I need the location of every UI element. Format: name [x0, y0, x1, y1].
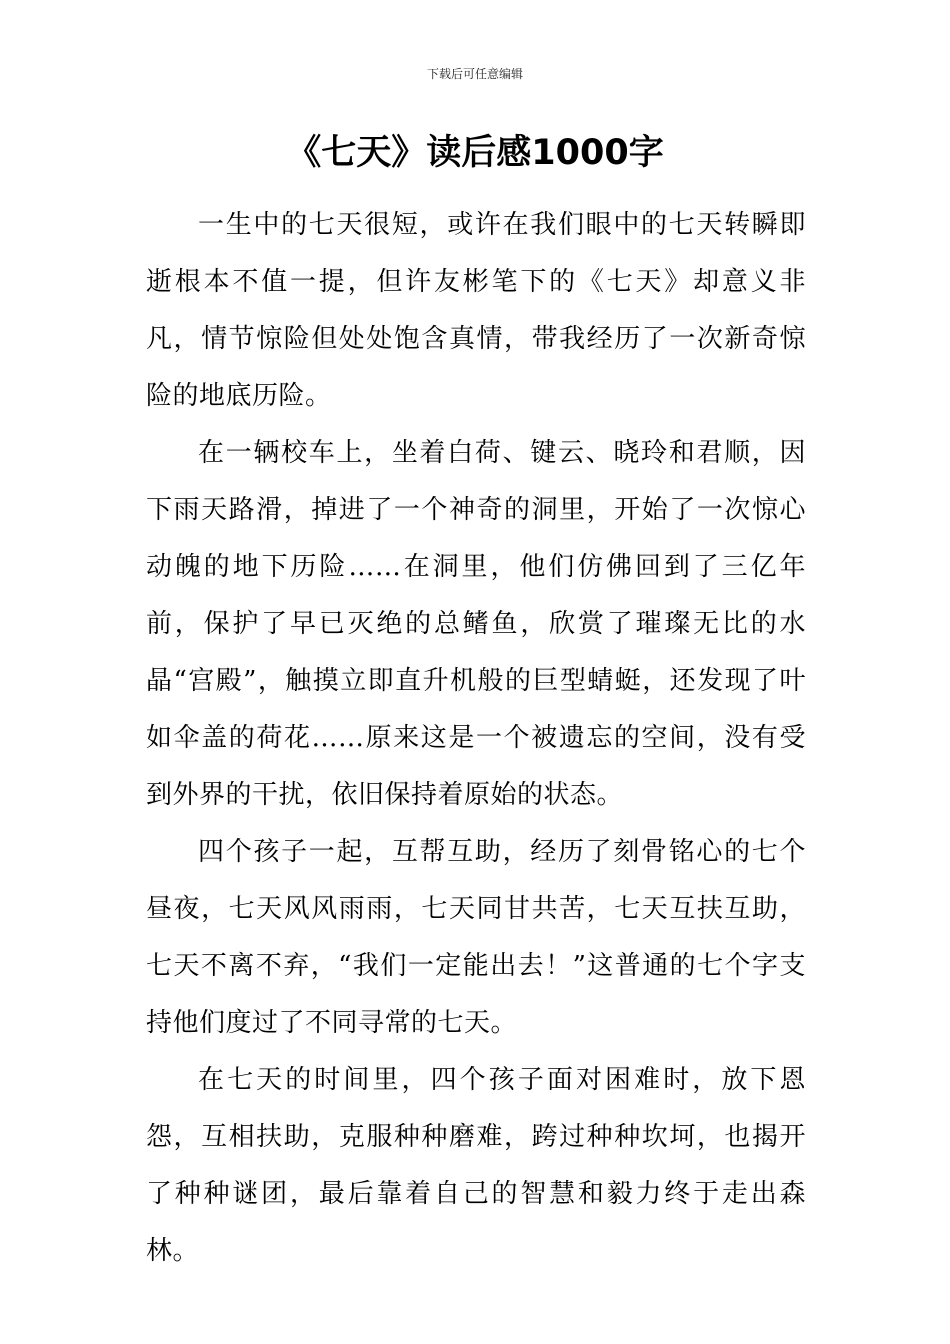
page-header-note: 下载后可任意编辑 — [426, 67, 523, 81]
document-title: 《七天》读后感1000字 — [286, 133, 664, 173]
paragraph-4: 在七天的时间里，四个孩子面对困难时，放下恩怨，互相扶助，克服种种磨难，跨过种种坎坷，也揭开了种种谜团，最后靠着自己的智慧和毅力终于走出森林。 — [146, 1065, 806, 1266]
paragraph-1: 一生中的七天很短，或许在我们眼中的七天转瞬即逝根本不值一提，但许友彬笔下的《七天》却意义非凡，情节惊险但处处饱含真情，带我经历了一次新奇惊险的地底历险。 — [146, 210, 806, 411]
document-body — [146, 197, 806, 1280]
paragraph-3: 四个孩子一起，互帮互助，经历了刻骨铭心的七个昼夜，七天风风雨雨，七天同甘共苦，七天互扶互助，七天不离不弃，“我们一定能出去！”这普通的七个字支持他们度过了不同寻常的七天。 — [146, 837, 806, 1038]
paragraph-2: 在一辆校车上，坐着白荷、键云、晓玲和君顺，因下雨天路滑，掉进了一个神奇的洞里，开始了一次惊心动魄的地下历险……在洞里，他们仿佛回到了三亿年前，保护了早已灭绝的总鳍鱼，欣赏了璀璨无比的水晶“宫殿”，触摸立即直升机般的巨型蜻蜓，还发现了叶如伞盖的荷花……原来这是一个被遗忘的空间，没有受到外界的干扰，依旧保持着原始的状态。 — [146, 438, 806, 810]
